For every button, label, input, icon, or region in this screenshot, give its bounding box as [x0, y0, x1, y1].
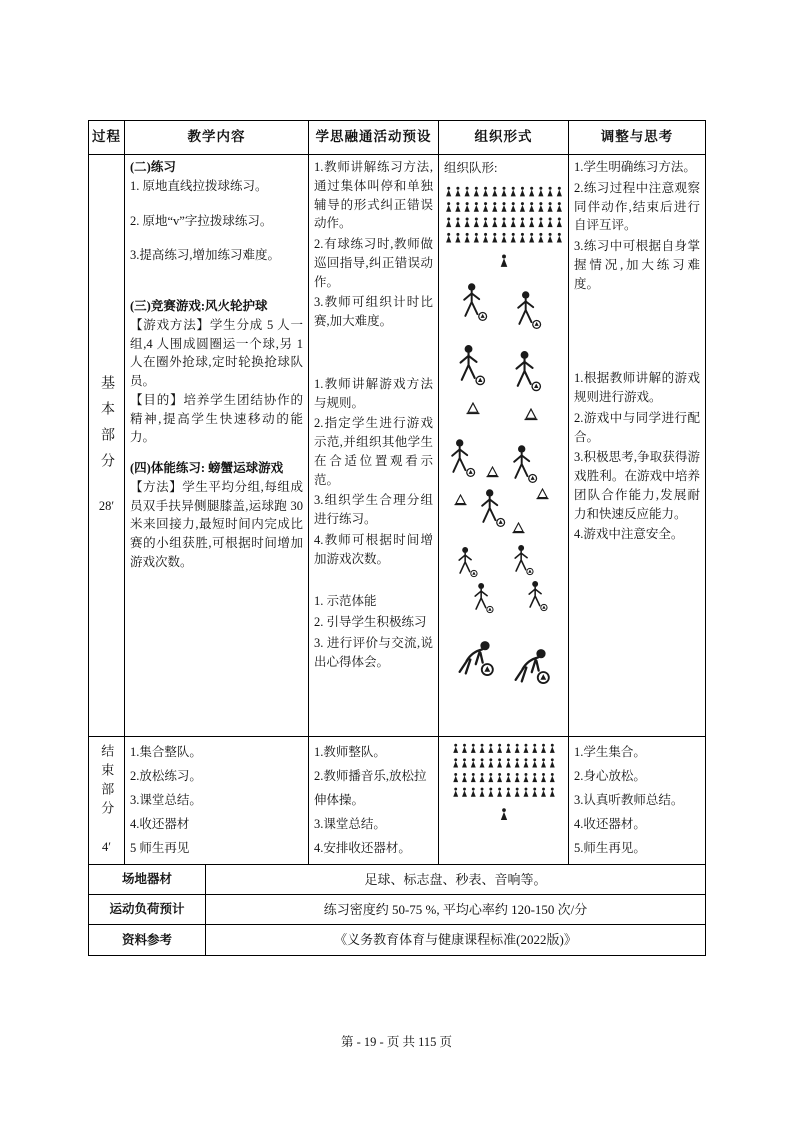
equipment-value: 足球、标志盘、秒表、音响等。	[206, 865, 705, 895]
basic-section-row	[89, 155, 705, 737]
lesson-plan-table	[88, 120, 706, 956]
ending-content-cell	[125, 737, 309, 865]
ending-section-row	[89, 737, 705, 865]
activities-cell	[309, 155, 439, 737]
stage-cell-ending	[89, 737, 125, 865]
stage-label-ending: 结束部分	[99, 744, 115, 821]
formation-diagram-basic	[445, 186, 563, 270]
stage-cell-basic	[89, 155, 125, 737]
content-item: 【方法】学生平均分组,每组成员双手扶异侧腿膝盖,运球跑 30 米来回接力,最短时间内完成比赛的小组获胜,可根据时间增加游戏次数。	[130, 479, 303, 569]
adjust-item: 1.根据教师讲解的游戏规则进行游戏。	[574, 371, 700, 404]
content-item: 2. 原地“v”字拉拨球练习。	[130, 213, 273, 228]
equipment-label: 场地器材	[89, 865, 206, 895]
activities-item: 3.教师可组织计时比赛,加大难度。	[314, 295, 433, 328]
content-heading-game: (三)竞赛游戏:风火轮护球	[130, 299, 268, 313]
ending-adjust-cell	[569, 737, 705, 865]
stage-duration-ending: 4′	[102, 840, 111, 855]
activities-item: 2.有球练习时,教师做巡回指导,纠正错误动作。	[314, 237, 433, 289]
col-header-adjust: 调整与思考	[569, 121, 705, 155]
ending-adjust-item: 5.师生再见。	[574, 841, 646, 855]
ending-activities-item: 3.课堂总结。	[314, 817, 386, 831]
reference-row	[89, 925, 705, 955]
col-header-activities: 学思融通活动预设	[309, 121, 439, 155]
ending-adjust-item: 3.认真听教师总结。	[574, 793, 684, 807]
organization-label: 组织队形:	[444, 161, 498, 175]
activities-group-game	[314, 375, 433, 569]
load-label: 运动负荷预计	[89, 895, 206, 925]
ending-activities-item: 4.安排收还器材。	[314, 841, 411, 855]
adjust-group-game	[574, 369, 700, 544]
reference-label: 资料参考	[89, 925, 206, 955]
ending-content-item: 5 师生再见	[130, 841, 190, 855]
ending-activities-item: 1.教师整队。	[314, 745, 386, 759]
content-item: 【目的】培养学生团结协作的精神,提高学生快速移动的能力。	[130, 392, 303, 445]
adjust-item: 4.游戏中注意安全。	[574, 527, 684, 542]
activities-group-fitness	[314, 592, 433, 671]
content-heading-fitness: (四)体能练习: 螃蟹运球游戏	[130, 461, 284, 475]
adjust-group-practice	[574, 158, 700, 293]
activities-item: 3. 进行评价与交流,说出心得体会。	[314, 635, 433, 669]
page-number: 第 - 19 - 页 共 115 页	[341, 1035, 452, 1049]
organization-cell-ending	[439, 737, 569, 865]
ending-adjust-item: 4.收还器材。	[574, 817, 646, 831]
adjust-item: 2.游戏中与同学进行配合。	[574, 410, 700, 444]
drill-illustration-small-group	[445, 544, 563, 616]
organization-cell-basic	[439, 155, 569, 737]
content-item: 【游戏方法】学生分成 5 人一组,4 人围成圆圈运一个球,另 1 人在圈外抢球,定时轮换抢球队员。	[130, 317, 303, 388]
ending-content-item: 3.课堂总结。	[130, 793, 202, 807]
col-header-process: 过程	[89, 121, 125, 155]
teaching-content-cell	[125, 155, 309, 737]
formation-diagram-ending	[452, 743, 556, 823]
adjust-item: 1.学生明确练习方法。	[574, 160, 696, 174]
content-item: 3.提高练习,增加练习难度。	[130, 248, 281, 263]
ending-activities-item: 2.教师播音乐,放松拉伸体操。	[314, 769, 427, 807]
drill-illustration-dribble-cones	[445, 344, 563, 428]
activities-item: 1. 示范体能	[314, 594, 377, 609]
col-header-content: 教学内容	[125, 121, 309, 155]
load-row	[89, 895, 705, 925]
activities-group-practice	[314, 158, 433, 331]
col-header-organization: 组织形式	[439, 121, 569, 155]
equipment-row	[89, 865, 705, 895]
activities-item: 4.教师可根据时间增加游戏次数。	[314, 532, 433, 566]
load-value: 练习密度约 50-75 %, 平均心率约 120-150 次/分	[206, 895, 705, 925]
drill-illustration-dribble-pair	[445, 278, 563, 336]
drill-illustration-crab-dribble	[445, 624, 563, 700]
activities-item: 1.教师讲解练习方法,通过集体叫停和单独辅导的形式纠正错误动作。	[314, 160, 433, 231]
adjust-item: 3.积极思考,争取获得游戏胜利。在游戏中培养团队合作能力,发展耐力和快速反应能力。	[574, 450, 700, 521]
ending-content-item: 2.放松练习。	[130, 769, 202, 783]
adjust-item: 2.练习过程中注意观察同伴动作,结束后进行自评互评。	[574, 180, 700, 233]
ending-activities-cell	[309, 737, 439, 865]
drill-illustration-circle-game	[445, 436, 563, 536]
ending-adjust-item: 1.学生集合。	[574, 745, 646, 759]
adjust-cell-basic	[569, 155, 705, 737]
activities-item: 2. 引导学生积极练习	[314, 615, 427, 629]
adjust-item: 3.练习中可根据自身掌握情况,加大练习难度。	[574, 239, 700, 291]
activities-item: 1.教师讲解游戏方法与规则。	[314, 376, 433, 410]
activities-item: 3.组织学生合理分组进行练习。	[314, 493, 433, 526]
ending-content-item: 4.收还器材	[130, 817, 190, 831]
content-heading-practice: (二)练习	[130, 160, 176, 174]
stage-duration-basic: 28′	[98, 499, 115, 514]
reference-value: 《义务教育体育与健康课程标准(2022版)》	[334, 932, 577, 948]
content-item: 1. 原地直线拉拨球练习。	[130, 178, 268, 193]
activities-item: 2.指定学生进行游戏示范,并组织其他学生在合适位置观看示范。	[314, 416, 433, 487]
ending-adjust-item: 2.身心放松。	[574, 769, 646, 783]
table-header-row	[89, 121, 705, 155]
ending-content-item: 1.集合整队。	[130, 745, 202, 759]
stage-label-basic: 基本部分	[99, 375, 114, 480]
